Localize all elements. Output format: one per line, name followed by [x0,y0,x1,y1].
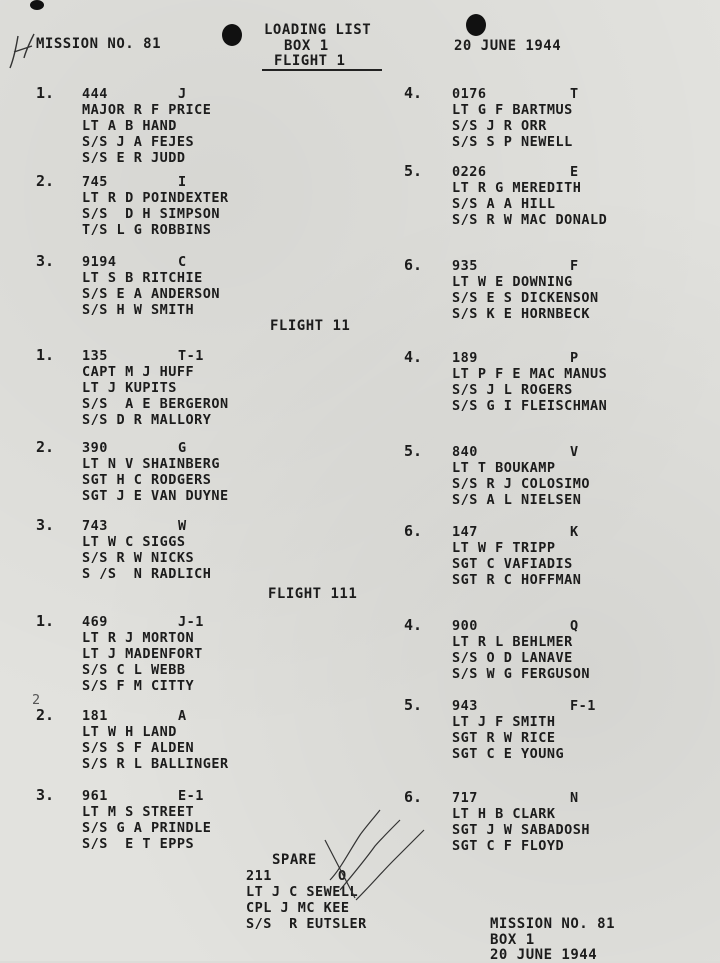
crew-member: SGT J W SABADOSH [452,822,591,838]
aircraft-letter: T-1 [178,348,204,364]
margin-numeral: 2 [32,692,41,708]
aircraft-serial: 469 [82,614,108,630]
crew-member: S/S E T EPPS [82,836,195,852]
aircraft-letter: F-1 [570,698,596,714]
aircraft-letter: I [178,174,187,190]
footer-date: 20 JUNE 1944 [490,947,598,963]
crew-member: MAJOR R F PRICE [82,102,212,118]
crew-member: LT J MADENFORT [82,646,203,662]
crew-member: S/S E A ANDERSON [82,286,221,302]
aircraft-letter: J [178,86,187,102]
aircraft-position: 1. [36,612,55,630]
spare-crew-member: S/S R EUTSLER [246,916,367,932]
crew-member: S/S R W MAC DONALD [452,212,608,228]
aircraft-position: 1. [36,84,55,102]
crew-member: LT T BOUKAMP [452,460,556,476]
crew-member: S/S O D LANAVE [452,650,573,666]
footer-mission-number: MISSION NO. 81 [490,916,616,932]
aircraft-letter: V [570,444,579,460]
crew-member: SGT H C RODGERS [82,472,212,488]
aircraft-position: 4. [404,84,423,102]
aircraft-serial: 961 [82,788,108,804]
aircraft-letter: T [570,86,579,102]
aircraft-position: 2. [36,438,55,456]
aircraft-serial: 181 [82,708,108,724]
spare-letter: O [338,868,347,884]
crew-member: LT M S STREET [82,804,195,820]
aircraft-position: 3. [36,786,55,804]
crew-member: S/S D R MALLORY [82,412,212,428]
crew-member: S/S J R ORR [452,118,547,134]
punch-hole-left [222,24,242,46]
punch-hole-corner [30,0,44,10]
aircraft-letter: C [178,254,187,270]
crew-member: LT G F BARTMUS [452,102,573,118]
crew-member: SGT J E VAN DUYNE [82,488,229,504]
spare-crew-member: LT J C SEWELL [246,884,359,900]
aircraft-serial: 444 [82,86,108,102]
aircraft-position: 4. [404,616,423,634]
crew-member: S/S R L BALLINGER [82,756,229,772]
aircraft-letter: F [570,258,579,274]
crew-member: LT W C SIGGS [82,534,186,550]
aircraft-position: 6. [404,256,423,274]
aircraft-letter: P [570,350,579,366]
aircraft-position: 2. [36,172,55,190]
aircraft-serial: 935 [452,258,478,274]
aircraft-letter: W [178,518,187,534]
aircraft-position: 5. [404,442,423,460]
crew-member: S/S W G FERGUSON [452,666,591,682]
crew-member: S/S G I FLEISCHMAN [452,398,608,414]
aircraft-serial: 189 [452,350,478,366]
crew-member: SGT C VAFIADIS [452,556,573,572]
crew-member: LT R G MEREDITH [452,180,582,196]
aircraft-position: 5. [404,696,423,714]
crew-member: S /S N RADLICH [82,566,212,582]
flight-1-label: FLIGHT 1 [274,53,346,69]
flight-1-underline [262,69,382,71]
aircraft-serial: 0226 [452,164,487,180]
crew-member: S/S E S DICKENSON [452,290,599,306]
crew-member: CAPT M J HUFF [82,364,195,380]
aircraft-serial: 0176 [452,86,487,102]
aircraft-position: 3. [36,516,55,534]
aircraft-letter: N [570,790,579,806]
crew-member: LT A B HAND [82,118,177,134]
crew-member: LT R L BEHLMER [452,634,573,650]
crew-member: LT R J MORTON [82,630,195,646]
crew-member: SGT R C HOFFMAN [452,572,582,588]
crew-member: LT W F TRIPP [452,540,556,556]
aircraft-serial: 147 [452,524,478,540]
punch-hole-right [466,14,486,36]
aircraft-serial: 745 [82,174,108,190]
flight-111-label: FLIGHT 111 [268,586,358,602]
aircraft-serial: 943 [452,698,478,714]
crew-member: LT P F E MAC MANUS [452,366,608,382]
box-label: BOX 1 [284,38,329,54]
crew-member: SGT C E YOUNG [452,746,565,762]
aircraft-serial: 717 [452,790,478,806]
crew-member: S/S J L ROGERS [452,382,573,398]
aircraft-serial: 743 [82,518,108,534]
crew-member: LT R D POINDEXTER [82,190,229,206]
crew-member: S/S H W SMITH [82,302,195,318]
aircraft-letter: G [178,440,187,456]
crew-member: SGT R W RICE [452,730,556,746]
aircraft-position: 6. [404,522,423,540]
aircraft-position: 1. [36,346,55,364]
aircraft-position: 4. [404,348,423,366]
spare-crew-member: CPL J MC KEE [246,900,350,916]
aircraft-letter: Q [570,618,579,634]
crew-member: S/S K E HORNBECK [452,306,591,322]
crew-member: LT J F SMITH [452,714,556,730]
aircraft-letter: K [570,524,579,540]
crew-member: S/S E R JUDD [82,150,186,166]
aircraft-letter: A [178,708,187,724]
aircraft-serial: 135 [82,348,108,364]
crew-member: S/S A A HILL [452,196,556,212]
loading-list-title: LOADING LIST [264,22,372,38]
aircraft-letter: E [570,164,579,180]
crew-member: T/S L G ROBBINS [82,222,212,238]
spare-label: SPARE [272,852,317,868]
aircraft-letter: E-1 [178,788,204,804]
crew-member: S/S A E BERGERON [82,396,229,412]
crew-member: S/S G A PRINDLE [82,820,212,836]
handwritten-initials-icon [4,28,38,74]
aircraft-position: 5. [404,162,423,180]
aircraft-serial: 390 [82,440,108,456]
aircraft-serial: 900 [452,618,478,634]
aircraft-position: 2. [36,706,55,724]
aircraft-serial: 9194 [82,254,117,270]
crew-member: LT N V SHAINBERG [82,456,221,472]
crew-member: S/S S P NEWELL [452,134,573,150]
date-header: 20 JUNE 1944 [454,38,562,54]
crew-member: SGT C F FLOYD [452,838,565,854]
footer-box: BOX 1 [490,932,535,948]
aircraft-position: 3. [36,252,55,270]
crew-member: S/S F M CITTY [82,678,195,694]
crew-member: S/S R J COLOSIMO [452,476,591,492]
crew-member: LT W E DOWNING [452,274,573,290]
crew-member: LT J KUPITS [82,380,177,396]
flight-11-label: FLIGHT 11 [270,318,351,334]
crew-member: S/S J A FEJES [82,134,195,150]
crew-member: LT S B RITCHIE [82,270,203,286]
crew-member: S/S C L WEBB [82,662,186,678]
crew-member: S/S D H SIMPSON [82,206,221,222]
aircraft-position: 6. [404,788,423,806]
crew-member: S/S R W NICKS [82,550,195,566]
mission-number-header: MISSION NO. 81 [36,36,162,52]
crew-member: S/S A L NIELSEN [452,492,582,508]
aircraft-serial: 840 [452,444,478,460]
crew-member: S/S S F ALDEN [82,740,195,756]
handwritten-signature-icon [320,780,450,910]
crew-member: LT W H LAND [82,724,177,740]
aircraft-letter: J-1 [178,614,204,630]
crew-member: LT H B CLARK [452,806,556,822]
spare-serial: 211 [246,868,272,884]
